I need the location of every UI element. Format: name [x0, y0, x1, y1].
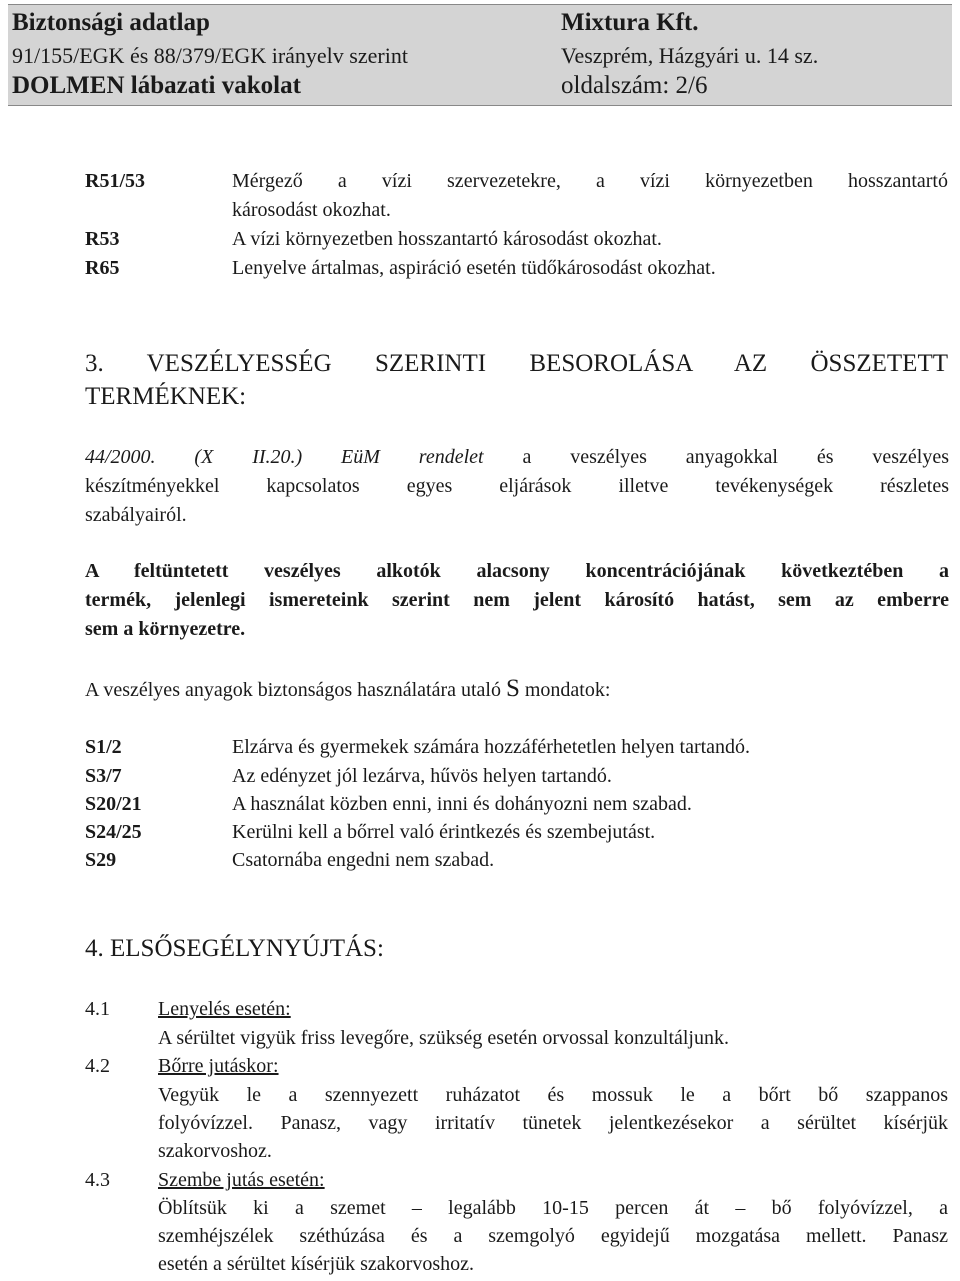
first-aid-number: 4.2	[85, 1055, 110, 1077]
first-aid-text: Öblítsük ki a szemet – legalább 10-15 percen át – bő folyóvízzel, a	[158, 1197, 948, 1219]
section-3-heading-cont: TERMÉKNEK:	[85, 383, 247, 410]
s-intro-text: mondatok:	[519, 679, 611, 701]
header-page-number: oldalszám: 2/6	[561, 72, 708, 99]
header-directive: 91/155/EGK és 88/379/EGK irányelv szerint	[12, 43, 408, 68]
section-4-heading: 4. ELSŐSEGÉLYNYÚJTÁS:	[85, 935, 384, 962]
first-aid-number: 4.1	[85, 998, 110, 1020]
first-aid-title: Lenyelés esetén:	[158, 998, 291, 1020]
s-phrase-text: Csatornába engedni nem szabad.	[232, 849, 495, 871]
section-3-heading: 3. VESZÉLYESSÉG SZERINTI BESOROLÁSA AZ ÖSSZETETT	[85, 350, 948, 377]
r-phrase-code: R53	[85, 228, 120, 250]
notice-line: A feltüntetett veszélyes alkotók alacsony koncentrációjának következtében a	[85, 560, 949, 582]
document-header	[8, 4, 952, 106]
header-company: Mixtura Kft.	[561, 9, 699, 36]
first-aid-text: Vegyük le a szennyezett ruházatot és mossuk le a bőrt bő szappanos	[158, 1084, 948, 1106]
s-phrase-text: Elzárva és gyermekek számára hozzáférhetetlen helyen tartandó.	[232, 736, 751, 758]
s-phrase-text: Kerülni kell a bőrrel való érintkezés és szembejutást.	[232, 821, 656, 843]
first-aid-text: esetén a sérültet kísérjük szakorvoshoz.	[158, 1253, 475, 1275]
regulation-line	[85, 443, 949, 472]
regulation-reference: 44/2000. (X II.20.) EüM rendelet	[85, 446, 484, 468]
s-phrase-code: S29	[85, 849, 117, 871]
notice-line: termék, jelenlegi ismereteink szerint nem jelent károsító hatást, sem az emberre	[85, 589, 949, 611]
header-title: Biztonsági adatlap	[12, 9, 210, 36]
first-aid-text: A sérültet vigyük friss levegőre, szükség esetén orvossal konzultáljunk.	[158, 1027, 729, 1049]
s-phrase-code: S1/2	[85, 736, 122, 758]
r-phrase-code: R51/53	[85, 170, 145, 192]
r-phrase-text: károsodást okozhat.	[232, 199, 391, 221]
s-phrase-code: S24/25	[85, 821, 142, 843]
s-phrase-code: S3/7	[85, 765, 122, 787]
r-phrase-text: A vízi környezetben hosszantartó károsodást okozhat.	[232, 228, 662, 250]
first-aid-text: szemhéjszélek széthúzása és a szemgolyó egyidejű mozgatása mellett. Panasz	[158, 1225, 948, 1247]
first-aid-title: Szembe jutás esetén:	[158, 1169, 325, 1191]
first-aid-text: folyóvízzel. Panasz, vagy irritatív tünetek jelentkezésekor a sérültet kísérjük	[158, 1112, 948, 1134]
regulation-line: készítményekkel kapcsolatos egyes eljárások illetve tevékenységek részletes	[85, 475, 949, 497]
s-intro-letter: S	[505, 675, 520, 702]
r-phrase-code: R65	[85, 257, 120, 279]
s-intro-text: A veszélyes anyagok biztonságos használatára utaló	[85, 679, 506, 701]
regulation-text: a veszélyes anyagokkal és veszélyes	[483, 446, 949, 468]
r-phrase-text: Mérgező a vízi szervezetekre, a vízi környezetben hosszantartó	[232, 170, 948, 192]
first-aid-title: Bőrre jutáskor:	[158, 1055, 279, 1077]
s-phrase-text: A használat közben enni, inni és dohányozni nem szabad.	[232, 793, 692, 815]
r-phrase-text: Lenyelve ártalmas, aspiráció esetén tüdőkárosodást okozhat.	[232, 257, 716, 279]
s-phrase-code: S20/21	[85, 793, 142, 815]
regulation-line: szabályairól.	[85, 504, 187, 526]
header-product: DOLMEN lábazati vakolat	[12, 72, 301, 99]
s-phrases-intro	[85, 674, 949, 705]
first-aid-text: szakorvoshoz.	[158, 1140, 272, 1162]
s-phrase-text: Az edényzet jól lezárva, hűvös helyen tartandó.	[232, 765, 612, 787]
notice-line: sem a környezetre.	[85, 618, 246, 640]
first-aid-number: 4.3	[85, 1169, 110, 1191]
header-address: Veszprém, Házgyári u. 14 sz.	[561, 43, 819, 68]
